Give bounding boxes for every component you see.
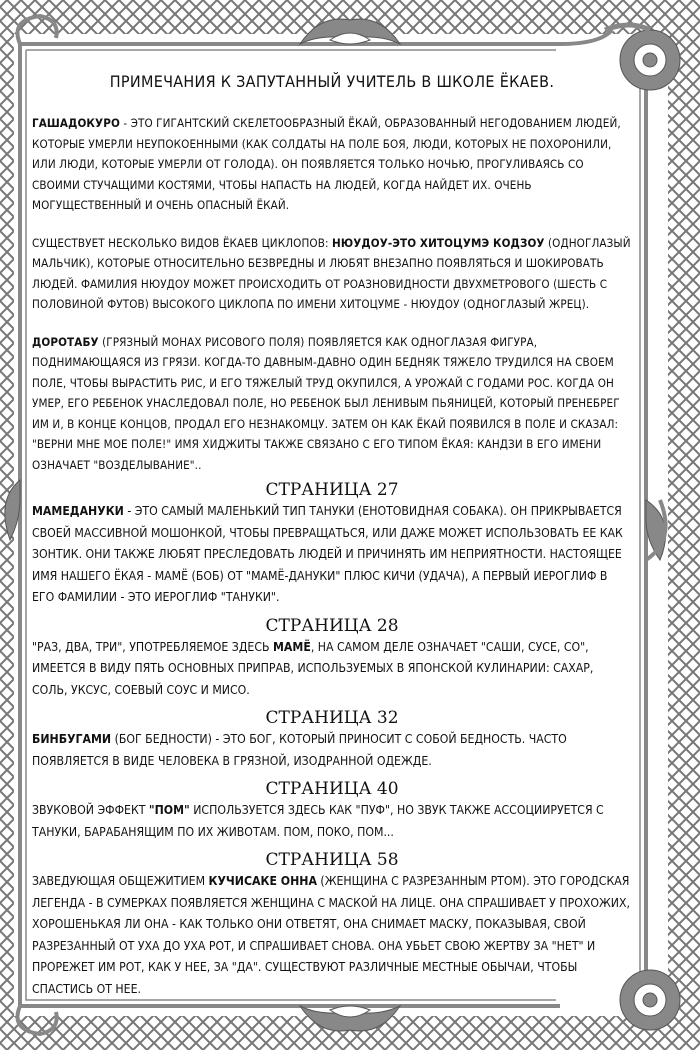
page-heading: СТРАНИЦА 27: [265, 480, 399, 500]
page-heading: СТРАНИЦА 40: [265, 779, 399, 799]
note-term: "ПОМ": [148, 803, 190, 817]
note-pre: ЗАВЕДУЮЩАЯ ОБЩЕЖИТИЕМ: [32, 874, 209, 888]
note-pre: "РАЗ, ДВА, ТРИ", УПОТРЕБЛЯЕМОЕ ЗДЕСЬ: [32, 639, 273, 654]
page-note: [32, 871, 632, 1000]
note-pre: ЗВУКОВОЙ ЭФФЕКТ: [32, 803, 149, 817]
note-term: ГАШАДОКУРО: [32, 116, 120, 130]
note-term: КУЧИСАКЕ ОННА: [208, 874, 317, 888]
note-text: - ЭТО ГИГАНТСКИЙ СКЕЛЕТООБРАЗНЫЙ ЁКАЙ, ОБРАЗОВАННЫЙ НЕГОДОВАНИЕМ ЛЮДЕЙ, КОТОРЫЕ УМЕРЛИ НЕУПОКОЕННЫМИ (КАК СОЛДАТЫ НА ПОЛЕ БОЯ, ЛЮДИ, КОТОРЫХ НЕ ПОХОРОНИЛИ, ИЛИ ЛЮДИ, КОТОРЫЕ УМЕРЛИ ОТ ГОЛОДА). ОН ПОЯВЛЯЕТСЯ ТОЛЬКО НОЧЬЮ, ПРОГУЛИВАЯСЬ СО СВОИМИ СТУЧАЩИМИ КОСТЯМИ, ЧТОБЫ НАПАСТЬ НА ЛЮДЕЙ, КОГДА НАЙДЕТ ИХ. ОЧЕНЬ МОГУЩЕСТВЕННЫЙ И ОЧЕНЬ ОПАСНЫЙ ЁКАЙ.: [32, 116, 621, 212]
note-term: БИНБУГАМИ: [32, 732, 112, 746]
page-note: [32, 800, 632, 843]
notes-content: [32, 72, 632, 996]
page-note: [32, 501, 632, 609]
note-text: (ОДНОГЛАЗЫЙ МАЛЬЧИК), КОТОРЫЕ ОТНОСИТЕЛЬНО БЕЗВРЕДНЫ И ЛЮБЯТ ВНЕЗАПНО ПОЯВЛЯТЬСЯ И ШОКИРОВАТЬ ЛЮДЕЙ. ФАМИЛИЯ НЮУДОУ МОЖЕТ ПРОИСХОДИТЬ ОТ РОАЗНОВИДНОСТИ ДВУХМЕТРОВОГО (ШЕСТЬ С ПОЛОВИНОЙ ФУТОВ) ВЫСОКОГО ЦИКЛОПА ПО ИМЕНИ ХИТОЦУМЕ - НЮУДОУ (ОДНОГЛАЗЫЙ ЖРЕЦ).: [32, 235, 631, 311]
note-cyclops: [32, 233, 632, 315]
note-term: МАМЁ: [273, 639, 311, 654]
note-pre: СУЩЕСТВУЕТ НЕСКОЛЬКО ВИДОВ ЁКАЕВ ЦИКЛОПОВ:: [32, 235, 333, 250]
page-heading: СТРАНИЦА 32: [265, 708, 399, 728]
note-text: , НА САМОМ ДЕЛЕ ОЗНАЧАЕТ "САШИ, СУСЕ, СО", ИМЕЕТСЯ В ВИДУ ПЯТЬ ОСНОВНЫХ ПРИПРАВ, ИСПОЛЬЗУЕМЫХ В ЯПОНСКОЙ КУЛИНАРИИ: САХАР, СОЛЬ, УКСУС, СОЕВЫЙ СОУС И МИСО.: [32, 639, 594, 697]
page-note: [32, 637, 632, 702]
note-term: ДОРОТАБУ: [32, 334, 99, 349]
note-term: МАМЕДАНУКИ: [32, 504, 124, 518]
page-heading: СТРАНИЦА 58: [265, 850, 399, 870]
note-text: (ГРЯЗНЫЙ МОНАХ РИСОВОГО ПОЛЯ) ПОЯВЛЯЕТСЯ КАК ОДНОГЛАЗАЯ ФИГУРА, ПОДНИМАЮЩАЯСЯ ИЗ ГРЯЗИ. КОГДА-ТО ДАВНЫМ-ДАВНО ОДИН БЕДНЯК ТЯЖЕЛО ТРУДИЛСЯ НА СВОЕМ ПОЛЕ, ЧТОБЫ ВЫРАСТИТЬ РИС, И ЕГО ТЯЖЕЛЫЙ ТРУД ОКУПИЛСЯ, А УРОЖАЙ С ГОДАМИ РОС. КОГДА ОН УМЕР, ЕГО РЕБЕНОК УНАСЛЕДОВАЛ ПОЛЕ, НО РЕБЕНОК БЫЛ ЛЕНИВЫМ ПЬЯНИЦЕЙ, КОТОРЫЙ ПРЕНЕБРЕГ ИМ И, В КОНЦЕ КОНЦОВ, ПРОДАЛ ЕГО НЕЗНАКОМЦУ. ЗАТЕМ ОН КАК ЁКАЙ ПОЯВИЛСЯ В ПОЛЕ И СКАЗАЛ: "ВЕРНИ МНЕ МОЕ ПОЛЕ!" ИМЯ ХИДЖИТЫ ТАКЖЕ СВЯЗАНО С ЕГО ТИПОМ ЁКАЯ: КАНДЗИ В ЕГО ИМЕНИ ОЗНАЧАЕТ "ВОЗДЕЛЫВАНИЕ"..: [32, 334, 620, 472]
note-text: - ЭТО САМЫЙ МАЛЕНЬКИЙ ТИП ТАНУКИ (ЕНОТОВИДНАЯ СОБАКА). ОН ПРИКРЫВАЕТСЯ СВОЕЙ МАССИВНОЙ МОШОНКОЙ, ЧТОБЫ ПРЕВРАЩАТЬСЯ, ИЛИ ДАЖЕ МОЖЕТ ИСПОЛЬЗОВАТЬ ЕЕ КАК ЗОНТИК. ОНИ ТАКЖЕ ЛЮБЯТ ПРЕСЛЕДОВАТЬ ЛЮДЕЙ И ПРИЧИНЯТЬ ИМ НЕПРИЯТНОСТИ. НАСТОЯЩЕЕ ИМЯ НАШЕГО ЁКАЯ - МАМЁ (БОБ) ОТ "МАМЁ-ДАНУКИ" ПЛЮС КИЧИ (УДАЧА), А ПЕРВЫЙ ИЕРОГЛИФ В ЕГО ФАМИЛИИ - ЭТО ИЕРОГЛИФ "ТАНУКИ".: [32, 504, 623, 604]
note-text: (БОГ БЕДНОСТИ) - ЭТО БОГ, КОТОРЫЙ ПРИНОСИТ С СОБОЙ БЕДНОСТЬ. ЧАСТО ПОЯВЛЯЕТСЯ В ВИДЕ ЧЕЛОВЕКА В ГРЯЗНОЙ, ИЗОДРАННОЙ ОДЕЖДЕ.: [32, 732, 567, 768]
note-text: (ЖЕНЩИНА С РАЗРЕЗАННЫМ РТОМ). ЭТО ГОРОДСКАЯ ЛЕГЕНДА - В СУМЕРКАХ ПОЯВЛЯЕТСЯ ЖЕНЩИНА С МАСКОЙ НА ЛИЦЕ. ОНА СПРАШИВАЕТ У ПРОХОЖИХ, ХОРОШЕНЬКАЯ ЛИ ОНА - КАК ТОЛЬКО ОНИ ОТВЕТЯТ, ОНА СНИМАЕТ МАСКУ, ПОКАЗЫВАЯ, СВОЙ РАЗРЕЗАННЫЙ ОТ УХА ДО УХА РОТ, И СПРАШИВАЕТ СНОВА. ОНА УБЬЕТ СВОЮ ЖЕРТВУ ЗА "НЕТ" И ПРОРЕЖЕТ ИМ РОТ, КАК У НЕЕ, ЗА "ДА". СУЩЕСТВУЮТ РАЗЛИЧНЫЕ МЕСТНЫЕ ОБЫЧАИ, ЧТОБЫ СПАСТИСЬ ОТ НЕЕ.: [32, 874, 630, 996]
note-text: ИСПОЛЬЗУЕТСЯ ЗДЕСЬ КАК "ПУФ", НО ЗВУК ТАКЖЕ АССОЦИИРУЕТСЯ С ТАНУКИ, БАРАБАНЯЩИМ ПО ИХ ЖИВОТАМ. ПОМ, ПОКО, ПОМ...: [32, 803, 604, 839]
page-heading: СТРАНИЦА 28: [265, 615, 399, 636]
page-note: [32, 729, 632, 772]
page-title: ПРИМЕЧАНИЯ К ЗАПУТАННЫЙ УЧИТЕЛЬ В ШКОЛЕ ЁКАЕВ.: [109, 72, 555, 91]
note-gashadokuro: [32, 113, 632, 216]
note-term: НЮУДОУ-ЭТО ХИТОЦУМЭ КОДЗОУ: [332, 235, 545, 250]
note-dorotabu: [32, 332, 632, 476]
